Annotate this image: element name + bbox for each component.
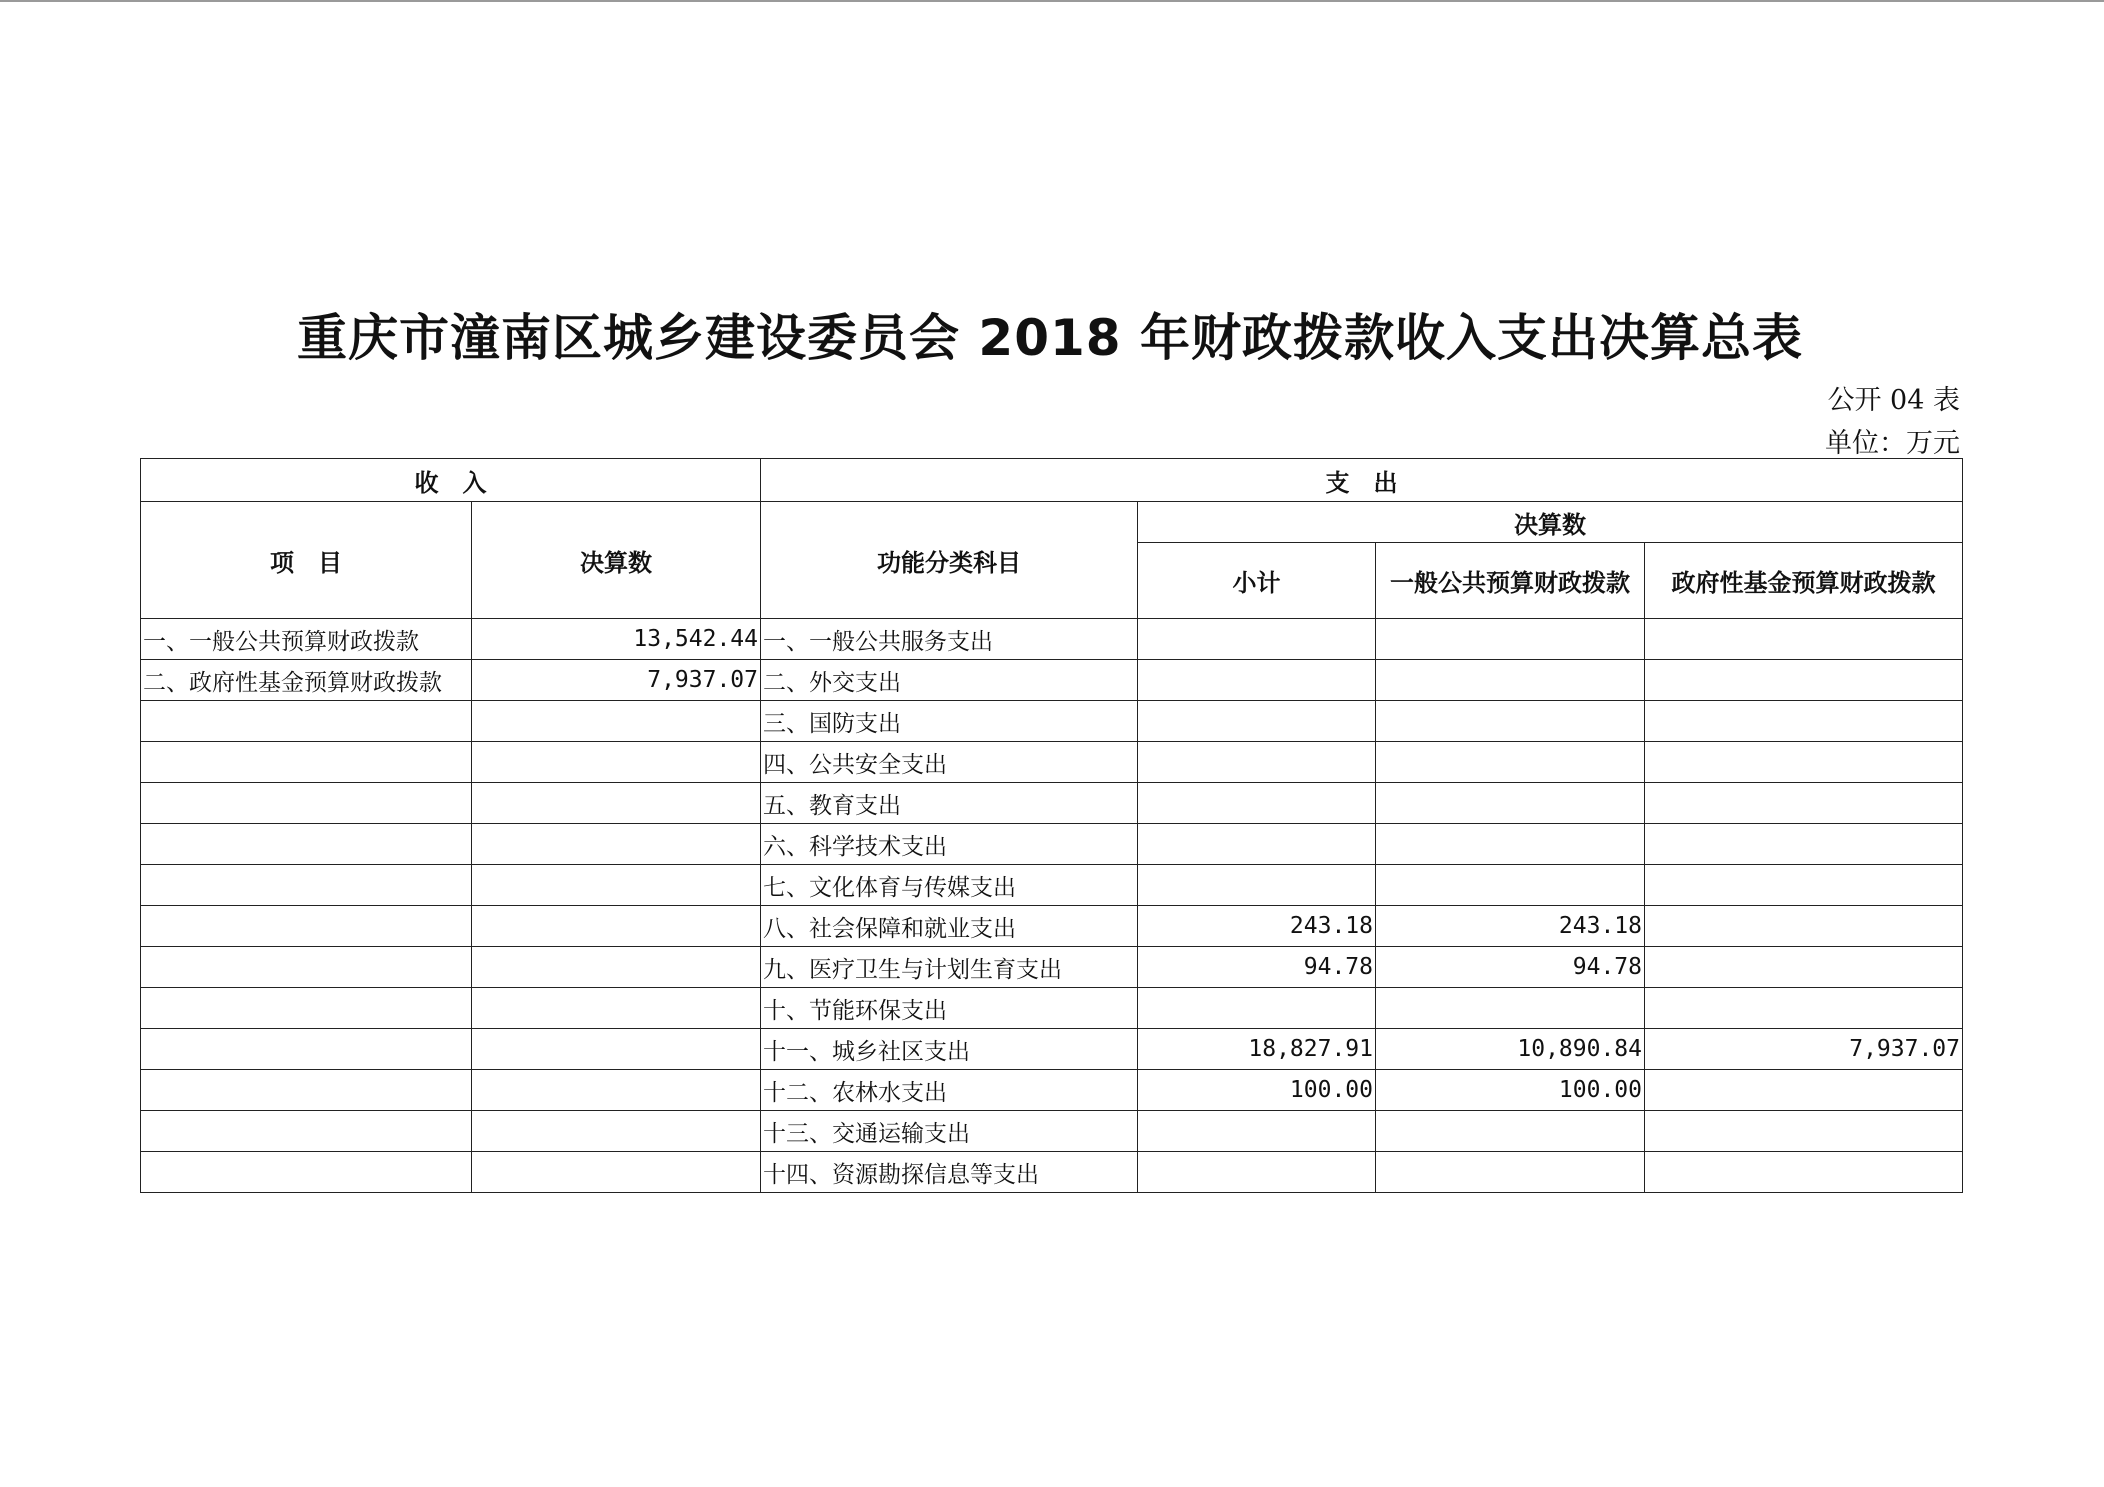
income-amount-cell xyxy=(472,1152,761,1193)
income-amount-header: 决算数 xyxy=(472,502,761,619)
income-item-cell: 一、一般公共预算财政拨款 xyxy=(141,619,472,660)
income-amount-cell xyxy=(472,742,761,783)
income-amount-cell xyxy=(472,947,761,988)
function-subject-cell: 一、一般公共服务支出 xyxy=(761,619,1138,660)
income-amount-cell xyxy=(472,988,761,1029)
income-item-cell xyxy=(141,988,472,1029)
fund-budget-cell xyxy=(1645,824,1963,865)
function-subject-header: 功能分类科目 xyxy=(761,502,1138,619)
subtotal-cell: 94.78 xyxy=(1138,947,1376,988)
table-row xyxy=(141,865,1963,906)
function-subject-cell: 四、公共安全支出 xyxy=(761,742,1138,783)
subtotal-cell xyxy=(1138,619,1376,660)
general-budget-cell xyxy=(1376,660,1645,701)
subtotal-cell: 100.00 xyxy=(1138,1070,1376,1111)
table-body xyxy=(141,619,1963,1193)
income-item-cell xyxy=(141,824,472,865)
subtotal-cell xyxy=(1138,701,1376,742)
budget-summary-table xyxy=(140,458,1963,1193)
fund-budget-cell xyxy=(1645,1070,1963,1111)
table-row xyxy=(141,1152,1963,1193)
fund-budget-cell xyxy=(1645,742,1963,783)
income-amount-cell xyxy=(472,1111,761,1152)
income-amount-cell xyxy=(472,865,761,906)
income-item-cell xyxy=(141,783,472,824)
fund-budget-cell xyxy=(1645,1152,1963,1193)
income-amount-cell xyxy=(472,783,761,824)
table-row xyxy=(141,619,1963,660)
income-item-header: 项 目 xyxy=(141,502,472,619)
fund-budget-header: 政府性基金预算财政拨款 xyxy=(1645,543,1963,619)
fund-budget-cell xyxy=(1645,783,1963,824)
function-subject-cell: 七、文化体育与传媒支出 xyxy=(761,865,1138,906)
income-amount-cell xyxy=(472,1070,761,1111)
general-budget-cell: 10,890.84 xyxy=(1376,1029,1645,1070)
income-amount-cell xyxy=(472,824,761,865)
function-subject-cell: 十、节能环保支出 xyxy=(761,988,1138,1029)
subtotal-cell xyxy=(1138,742,1376,783)
general-budget-cell xyxy=(1376,1152,1645,1193)
general-budget-cell: 100.00 xyxy=(1376,1070,1645,1111)
income-item-cell xyxy=(141,1111,472,1152)
income-item-cell xyxy=(141,947,472,988)
subtotal-cell xyxy=(1138,783,1376,824)
function-subject-cell: 五、教育支出 xyxy=(761,783,1138,824)
final-amount-header: 决算数 xyxy=(1138,502,1963,543)
subtotal-cell: 18,827.91 xyxy=(1138,1029,1376,1070)
subtotal-cell xyxy=(1138,1111,1376,1152)
function-subject-cell: 十一、城乡社区支出 xyxy=(761,1029,1138,1070)
income-item-cell: 二、政府性基金预算财政拨款 xyxy=(141,660,472,701)
general-budget-cell xyxy=(1376,865,1645,906)
income-section-header: 收 入 xyxy=(141,459,761,502)
table-row xyxy=(141,824,1963,865)
fund-budget-cell xyxy=(1645,1111,1963,1152)
subtotal-cell xyxy=(1138,824,1376,865)
fund-budget-cell xyxy=(1645,619,1963,660)
function-subject-cell: 三、国防支出 xyxy=(761,701,1138,742)
function-subject-cell: 十二、农林水支出 xyxy=(761,1070,1138,1111)
function-subject-cell: 九、医疗卫生与计划生育支出 xyxy=(761,947,1138,988)
income-item-cell xyxy=(141,865,472,906)
general-budget-cell xyxy=(1376,824,1645,865)
function-subject-cell: 十三、交通运输支出 xyxy=(761,1111,1138,1152)
general-budget-cell: 243.18 xyxy=(1376,906,1645,947)
general-budget-cell xyxy=(1376,619,1645,660)
table-row xyxy=(141,906,1963,947)
income-amount-cell xyxy=(472,1029,761,1070)
table-row xyxy=(141,1111,1963,1152)
table-row xyxy=(141,783,1963,824)
income-item-cell xyxy=(141,1152,472,1193)
subtotal-header: 小计 xyxy=(1138,543,1376,619)
subtotal-cell xyxy=(1138,1152,1376,1193)
table-row xyxy=(141,1070,1963,1111)
income-item-cell xyxy=(141,1029,472,1070)
function-subject-cell: 十四、资源勘探信息等支出 xyxy=(761,1152,1138,1193)
unit-label: 单位：万元 xyxy=(1825,428,1960,459)
general-budget-cell: 94.78 xyxy=(1376,947,1645,988)
general-budget-cell xyxy=(1376,1111,1645,1152)
general-budget-cell xyxy=(1376,988,1645,1029)
income-item-cell xyxy=(141,906,472,947)
function-subject-cell: 二、外交支出 xyxy=(761,660,1138,701)
fund-budget-cell xyxy=(1645,701,1963,742)
form-number: 公开 04 表 xyxy=(1827,385,1960,416)
income-item-cell xyxy=(141,1070,472,1111)
income-amount-cell: 13,542.44 xyxy=(472,619,761,660)
income-amount-cell: 7,937.07 xyxy=(472,660,761,701)
income-amount-cell xyxy=(472,701,761,742)
subtotal-cell xyxy=(1138,865,1376,906)
subtotal-cell xyxy=(1138,660,1376,701)
function-subject-cell: 八、社会保障和就业支出 xyxy=(761,906,1138,947)
fund-budget-cell xyxy=(1645,947,1963,988)
general-budget-cell xyxy=(1376,742,1645,783)
fund-budget-cell: 7,937.07 xyxy=(1645,1029,1963,1070)
table-row xyxy=(141,1029,1963,1070)
table-row xyxy=(141,988,1963,1029)
table-row xyxy=(141,947,1963,988)
expense-section-header: 支 出 xyxy=(761,459,1963,502)
general-budget-cell xyxy=(1376,783,1645,824)
income-amount-cell xyxy=(472,906,761,947)
general-budget-header: 一般公共预算财政拨款 xyxy=(1376,543,1645,619)
general-budget-cell xyxy=(1376,701,1645,742)
subtotal-cell: 243.18 xyxy=(1138,906,1376,947)
income-item-cell xyxy=(141,742,472,783)
fund-budget-cell xyxy=(1645,988,1963,1029)
fund-budget-cell xyxy=(1645,660,1963,701)
fund-budget-cell xyxy=(1645,906,1963,947)
table-row xyxy=(141,742,1963,783)
top-border-line xyxy=(0,0,2104,2)
income-item-cell xyxy=(141,701,472,742)
fund-budget-cell xyxy=(1645,865,1963,906)
table-row xyxy=(141,701,1963,742)
page-title: 重庆市潼南区城乡建设委员会 2018 年财政拨款收入支出决算总表 xyxy=(297,309,1803,367)
function-subject-cell: 六、科学技术支出 xyxy=(761,824,1138,865)
table-row xyxy=(141,660,1963,701)
subtotal-cell xyxy=(1138,988,1376,1029)
